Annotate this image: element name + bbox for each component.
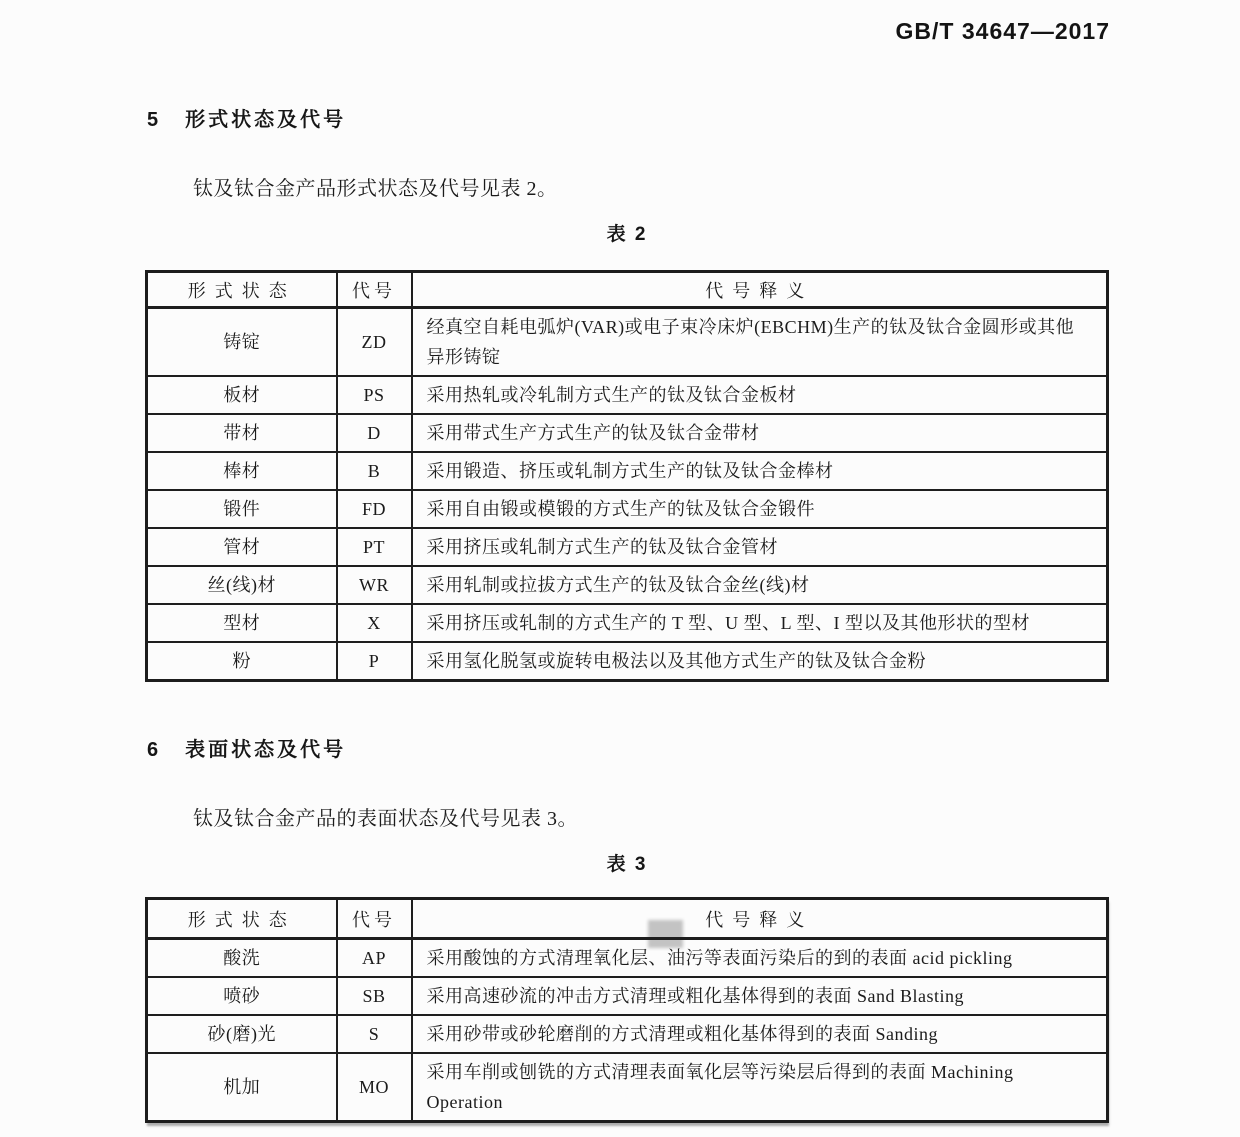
table-row [147, 414, 1108, 452]
section-intro-paragraph: 钛及钛合金产品形式状态及代号见表 2。 [193, 178, 558, 200]
table-header-row [147, 272, 1108, 308]
table-2-form-states [145, 270, 1109, 682]
code-cell: PS [337, 376, 412, 414]
table-row [147, 452, 1108, 490]
table-row [147, 308, 1108, 377]
code-cell: MO [337, 1053, 412, 1122]
form-state-cell: 带材 [147, 414, 337, 452]
table-row [147, 490, 1108, 528]
form-state-cell: 锻件 [147, 490, 337, 528]
code-cell: B [337, 452, 412, 490]
section-heading-form-states [147, 103, 346, 132]
table-row [147, 977, 1108, 1015]
section-title: 形式状态及代号 [185, 109, 347, 131]
column-header: 形式状态 [147, 899, 337, 939]
section-heading-surface-states [147, 733, 346, 762]
code-cell: X [337, 604, 412, 642]
meaning-cell: 采用带式生产方式生产的钛及钛合金带材 [412, 414, 1108, 452]
meaning-cell: 采用挤压或轧制方式生产的钛及钛合金管材 [412, 528, 1108, 566]
meaning-cell: 采用砂带或砂轮磨削的方式清理或粗化基体得到的表面 Sanding [412, 1015, 1108, 1053]
code-cell: D [337, 414, 412, 452]
code-cell: PT [337, 528, 412, 566]
column-header: 代号 [337, 899, 412, 939]
meaning-cell: 采用挤压或轧制的方式生产的 T 型、U 型、L 型、I 型以及其他形状的型材 [412, 604, 1108, 642]
table-row [147, 1053, 1108, 1122]
code-cell: S [337, 1015, 412, 1053]
table-row [147, 604, 1108, 642]
code-cell: P [337, 642, 412, 681]
meaning-cell: 采用酸蚀的方式清理氧化层、油污等表面污染后的到的表面 acid pickling [412, 939, 1108, 978]
meaning-cell: 采用锻造、挤压或轧制方式生产的钛及钛合金棒材 [412, 452, 1108, 490]
section-number: 5 [147, 109, 159, 131]
meaning-cell: 采用车削或刨铣的方式清理表面氧化层等污染层后得到的表面 Machining Operation [412, 1053, 1108, 1122]
meaning-cell: 采用轧制或拉拔方式生产的钛及钛合金丝(线)材 [412, 566, 1108, 604]
code-cell: SB [337, 977, 412, 1015]
code-cell: WR [337, 566, 412, 604]
meaning-cell: 采用自由锻或模锻的方式生产的钛及钛合金锻件 [412, 490, 1108, 528]
column-header: 代号 [337, 272, 412, 308]
meaning-cell: 采用氢化脱氢或旋转电极法以及其他方式生产的钛及钛合金粉 [412, 642, 1108, 681]
form-state-cell: 铸锭 [147, 308, 337, 377]
form-state-cell: 砂(磨)光 [147, 1015, 337, 1053]
standard-number: GB/T 34647—2017 [895, 18, 1110, 44]
section-intro-paragraph: 钛及钛合金产品的表面状态及代号见表 3。 [193, 808, 578, 830]
table-row [147, 1015, 1108, 1053]
form-state-cell: 喷砂 [147, 977, 337, 1015]
form-state-cell: 机加 [147, 1053, 337, 1122]
section-title: 表面状态及代号 [185, 739, 347, 761]
column-header: 代号释义 [412, 899, 1108, 939]
table-row [147, 642, 1108, 681]
table-header-row [147, 899, 1108, 939]
form-state-cell: 型材 [147, 604, 337, 642]
column-header: 代号释义 [412, 272, 1108, 308]
code-cell: ZD [337, 308, 412, 377]
meaning-cell: 采用热轧或冷轧制方式生产的钛及钛合金板材 [412, 376, 1108, 414]
form-state-cell: 酸洗 [147, 939, 337, 978]
form-state-cell: 粉 [147, 642, 337, 681]
form-state-cell: 板材 [147, 376, 337, 414]
table-3-caption: 表 3 [606, 854, 648, 875]
table-row [147, 528, 1108, 566]
meaning-cell: 采用高速砂流的冲击方式清理或粗化基体得到的表面 Sand Blasting [412, 977, 1108, 1015]
code-cell: AP [337, 939, 412, 978]
column-header: 形式状态 [147, 272, 337, 308]
form-state-cell: 棒材 [147, 452, 337, 490]
table-3-surface-states [145, 897, 1109, 1123]
meaning-cell: 经真空自耗电弧炉(VAR)或电子束冷床炉(EBCHM)生产的钛及钛合金圆形或其他异形铸锭 [412, 308, 1108, 377]
table-row [147, 376, 1108, 414]
table-row [147, 566, 1108, 604]
table-row [147, 939, 1108, 978]
table-2-caption: 表 2 [606, 224, 648, 245]
form-state-cell: 管材 [147, 528, 337, 566]
form-state-cell: 丝(线)材 [147, 566, 337, 604]
section-number: 6 [147, 739, 159, 761]
code-cell: FD [337, 490, 412, 528]
